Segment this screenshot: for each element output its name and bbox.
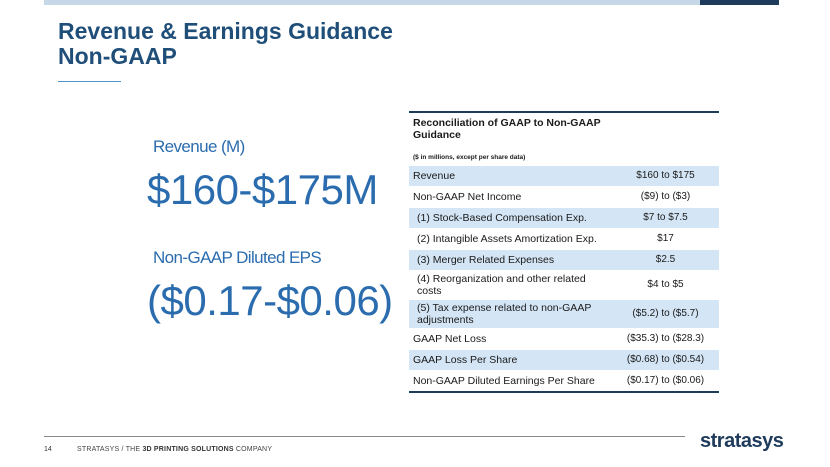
row-value: ($9) to ($3) <box>612 187 719 208</box>
table-row <box>409 300 719 329</box>
row-value: $2.5 <box>612 250 719 271</box>
row-label: GAAP Loss Per Share <box>409 350 612 371</box>
row-label: (1) Stock-Based Compensation Exp. <box>409 208 612 229</box>
row-value: $7 to $7.5 <box>612 208 719 229</box>
row-value: ($0.68) to ($0.54) <box>612 350 719 371</box>
revenue-value: $160-$175M <box>147 166 378 213</box>
table-row <box>409 329 719 350</box>
table-header-row <box>409 112 719 166</box>
slide-title-line1: Revenue & Earnings Guidance <box>58 18 393 44</box>
top-accent-bar-dark <box>700 0 779 5</box>
row-label: (4) Reorganization and other related costs <box>409 271 612 300</box>
row-value: ($35.3) to ($28.3) <box>612 329 719 350</box>
row-label: Non-GAAP Diluted Earnings Per Share <box>409 371 612 392</box>
table-row <box>409 271 719 300</box>
slide-title-line2: Non-GAAP <box>58 43 177 69</box>
table-row <box>409 350 719 371</box>
reconciliation-table <box>409 111 719 393</box>
row-label: (5) Tax expense related to non-GAAP adjustments <box>409 300 612 329</box>
footer-divider <box>44 436 685 437</box>
eps-label: Non-GAAP Diluted EPS <box>153 248 322 267</box>
row-value: ($5.2) to ($5.7) <box>612 300 719 329</box>
table-row <box>409 371 719 392</box>
row-label: (2) Intangible Assets Amortization Exp. <box>409 229 612 250</box>
row-value: $4 to $5 <box>612 271 719 300</box>
table-row <box>409 229 719 250</box>
table-row <box>409 166 719 187</box>
row-value: ($0.17) to ($0.06) <box>612 371 719 392</box>
table-header <box>409 112 719 166</box>
footer-bold: 3D PRINTING SOLUTIONS <box>142 446 234 453</box>
table-row <box>409 208 719 229</box>
eps-value: ($0.17-$0.06) <box>147 277 393 324</box>
title-underline <box>58 81 121 82</box>
footer-company-text <box>77 446 272 453</box>
table-row <box>409 250 719 271</box>
table-title: Reconciliation of GAAP to Non-GAAP Guidance <box>413 117 601 141</box>
row-label: Revenue <box>409 166 612 187</box>
table-row <box>409 187 719 208</box>
row-value: $17 <box>612 229 719 250</box>
footer-prefix: STRATASYS / THE <box>77 446 143 453</box>
page-number: 14 <box>44 446 52 453</box>
row-label: GAAP Net Loss <box>409 329 612 350</box>
table-subtitle: ($ in millions, except per share data) <box>413 154 526 161</box>
footer-suffix: COMPANY <box>233 446 273 453</box>
row-label: (3) Merger Related Expenses <box>409 250 612 271</box>
row-value: $160 to $175 <box>612 166 719 187</box>
revenue-label: Revenue (M) <box>153 137 245 156</box>
stratasys-logo: stratasys <box>700 430 784 452</box>
top-accent-bar-light <box>44 0 700 5</box>
row-label: Non-GAAP Net Income <box>409 187 612 208</box>
slide-title <box>58 19 393 69</box>
